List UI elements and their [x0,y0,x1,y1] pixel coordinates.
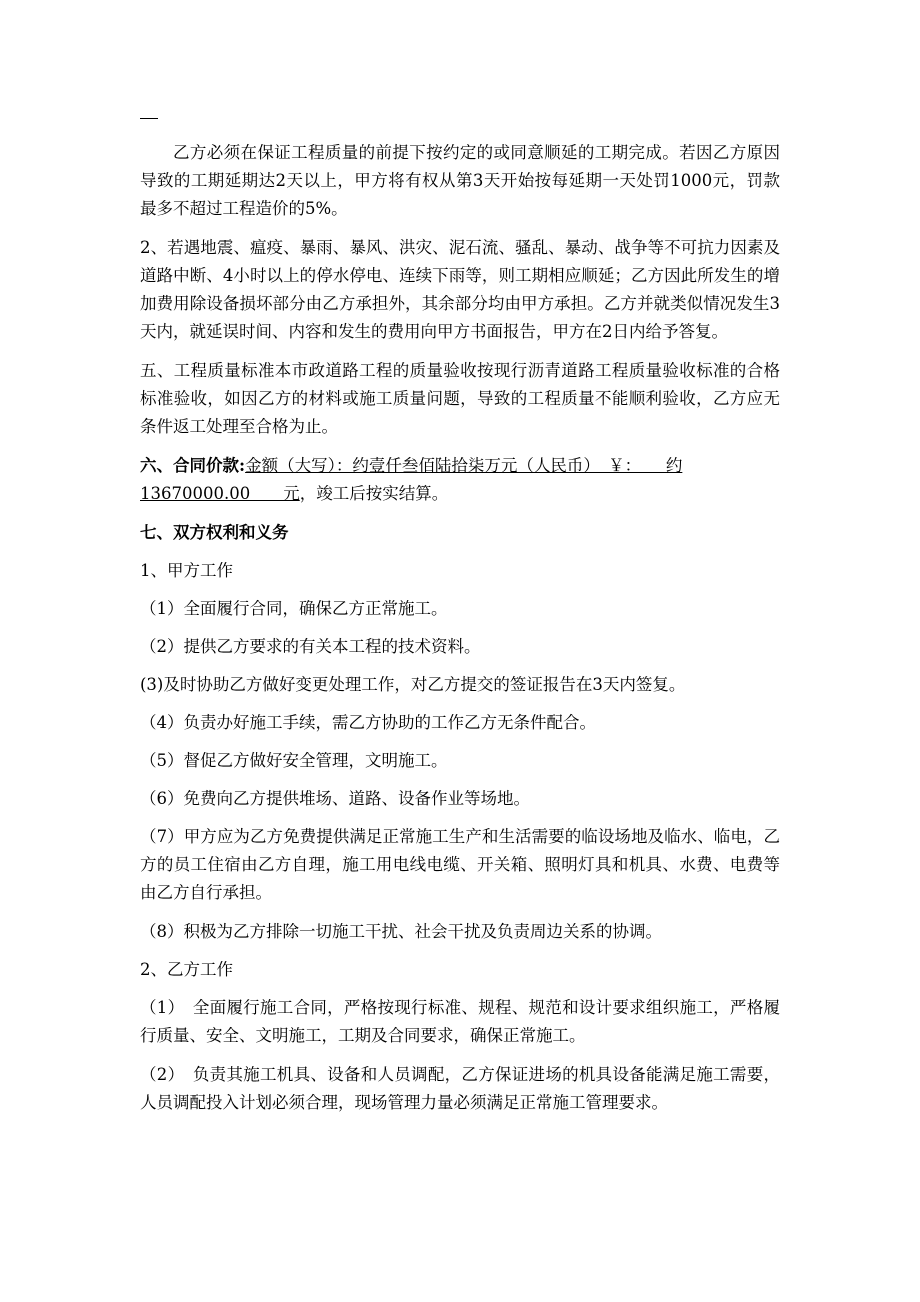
delay-penalty-paragraph: 乙方必须在保证工程质量的前提下按约定的或同意顺延的工期完成。若因乙方原因导致的工期延期达2天以上，甲方将有权从第3天开始按每延期一天处罚1000元，罚款最多不超过工程造价的5%。 [140,143,780,218]
party-a-item: （8）积极为乙方排除一切施工干扰、社会干扰及负责周边关系的协调。 [140,922,662,941]
contract-price-paragraph [140,452,780,508]
party-a-item: （4）负责办好施工手续，需乙方协助的工作乙方无条件配合。 [140,713,596,732]
party-b-item: （2） 负责其施工机具、设备和人员调配，乙方保证进场的机具设备能满足施工需要，人员调配投入计划必须合理，现场管理力量必须满足正常施工管理要求。 [140,1065,780,1112]
party-a-item: （6）免费向乙方提供堆场、道路、设备作业等场地。 [140,789,530,808]
contract-price-heading: 六、合同价款: [140,456,246,475]
party-a-title: 1、甲方工作 [140,561,233,580]
party-a-item: (3)及时协助乙方做好变更处理工作，对乙方提交的签证报告在3天内签复。 [140,675,686,694]
party-a-item: （2）提供乙方要求的有关本工程的技术资料。 [140,637,481,656]
party-a-item: （1）全面履行合同，确保乙方正常施工。 [140,599,448,618]
party-a-item: （5）督促乙方做好安全管理，文明施工。 [140,751,448,770]
dash-mark [140,118,158,119]
party-a-item: （7）甲方应为乙方免费提供满足正常施工生产和生活需要的临设场地及临水、临电，乙方的员工住宿由乙方自理，施工用电线电缆、开关箱、照明灯具和机具、水费、电费等由乙方自行承担。 [140,827,780,902]
party-b-title: 2、乙方工作 [140,960,233,979]
contract-price-amount: 金额（大写）：约壹仟叁佰陆拾柒万元（人民币） ￥： 约 [245,456,683,475]
force-majeure-paragraph: 2、若遇地震、瘟疫、暴雨、暴风、洪灾、泥石流、骚乱、暴动、战争等不可抗力因素及道路中断、4小时以上的停水停电、连续下雨等，则工期相应顺延；乙方因此所发生的增加费用除设备损坏部分由乙方承担外，其余部分均由甲方承担。乙方并就类似情况发生3天内，就延误时间、内容和发生的费用向甲方书面报告，甲方在2日内给予答复。 [140,238,780,341]
contract-price-number: 13670000.00 元 [140,484,300,503]
contract-price-note: ，竣工后按实结算。 [299,484,449,503]
party-b-item: （1） 全面履行施工合同，严格按现行标准、规程、规范和设计要求组织施工，严格履行质量、安全、文明施工，工期及合同要求，确保正常施工。 [140,998,780,1045]
section-rights-heading: 七、双方权利和义务 [140,523,289,542]
quality-standard-paragraph: 五、工程质量标准本市政道路工程的质量验收按现行沥青道路工程质量验收标准的合格标准验收，如因乙方的材料或施工质量问题，导致的工程质量不能顺利验收，乙方应无条件返工处理至合格为止。 [140,361,780,436]
document-page [140,118,780,1128]
